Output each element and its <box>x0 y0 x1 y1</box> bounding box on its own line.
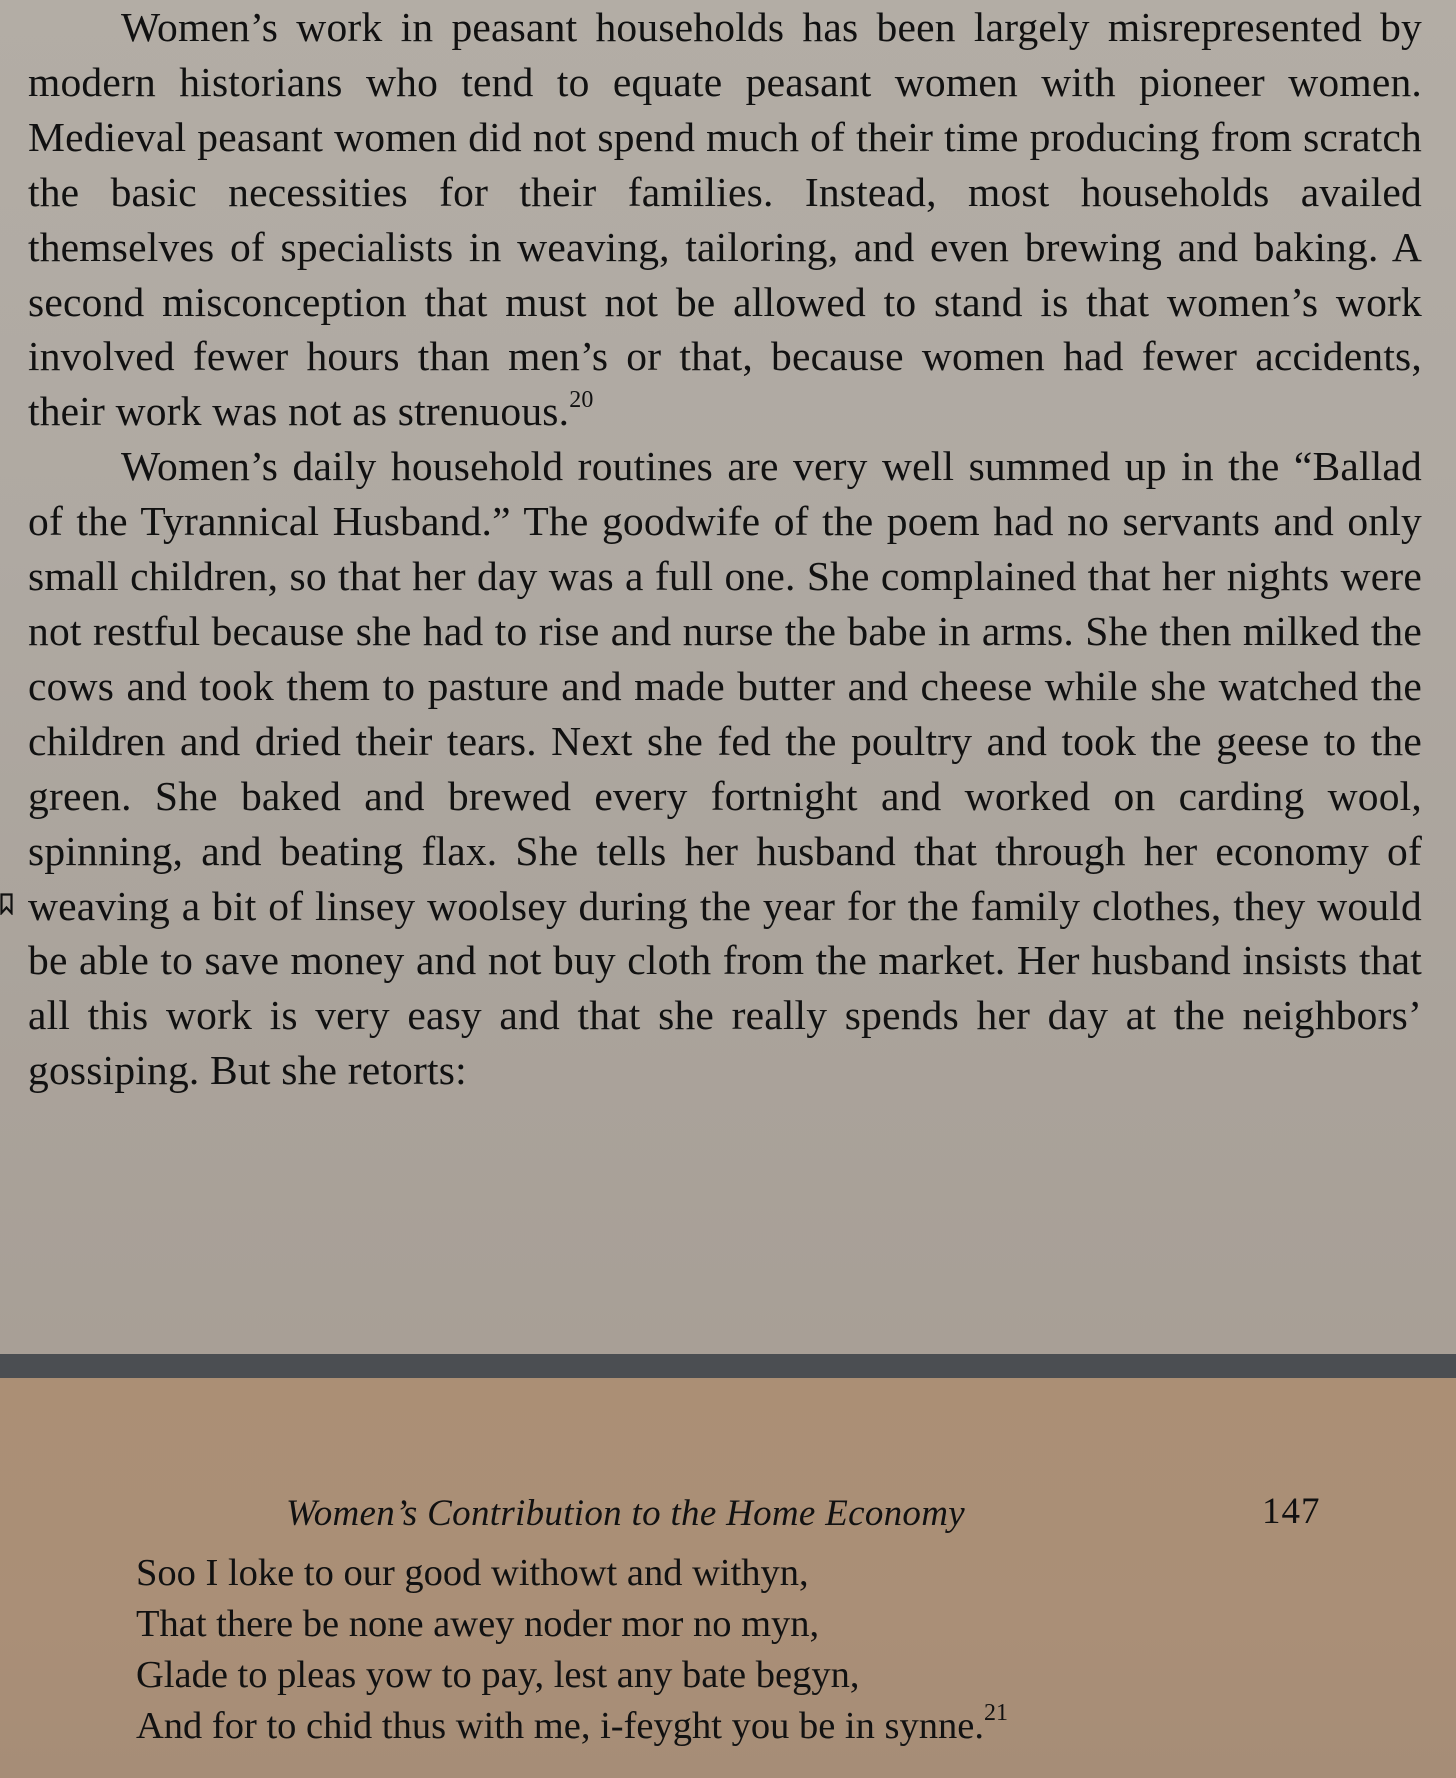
verse-line: Soo I loke to our good withowt and withyn, <box>136 1552 809 1594</box>
lower-page <box>0 1378 1456 1778</box>
page-number: 147 <box>1262 1491 1321 1532</box>
footnote-ref-21[interactable]: 21 <box>983 1700 1008 1726</box>
running-head: Women’s Contribution to the Home Economy <box>286 1493 965 1534</box>
footnote-ref-20[interactable]: 20 <box>569 387 594 414</box>
verse-quote <box>136 1548 1008 1752</box>
upper-page-body <box>28 0 1422 1098</box>
verse-line: That there be none awey noder mor no myn, <box>136 1603 820 1645</box>
bookmark-icon[interactable] <box>0 893 13 915</box>
paragraph-1 <box>28 0 1422 439</box>
paragraph-2: Women’s daily household routines are very well summed up in the “Ballad of the Tyrannical Husband.” The goodwife of the poem had no servants and only small children, so that her day was a full one. She complained that her nights were not restful because she had to rise and nurse the babe in arms. She then milked the cows and took them to pasture and made butter and cheese while she watched the children and dried their tears. Next she fed the poultry and took the geese to the green. She baked and brewed every fortnight and worked on carding wool, spinning, and beating flax. She tells her husband that through her economy of weaving a bit of linsey woolsey during the year for the family clothes, they would be able to save money and not buy cloth from the market. Her husband insists that all this work is very easy and that she really spends her day at the neighbors’ gossiping. But she retorts: <box>28 443 1422 1094</box>
verse-line: Glade to pleas yow to pay, lest any bate begyn, <box>136 1654 860 1696</box>
verse-line-text: And for to chid thus with me, i-feyght you be in synne. <box>136 1705 984 1747</box>
paragraph-1-text: Women’s work in peasant households has been largely misrepresented by modern historians who tend to equate peasant women with pioneer women. Medieval peasant women did not spend much of their time producing from scratch the basic necessities for their families. Instead, most households availed themselves of specialists in weaving, tailoring, and even brewing and baking. A second misconception that must not be allowed to stand is that women’s work involved fewer hours than men’s or that, because women had fewer accidents, their work was not as strenuous. <box>28 4 1422 435</box>
page-divider <box>0 1354 1456 1378</box>
verse-line-last <box>136 1701 1008 1752</box>
